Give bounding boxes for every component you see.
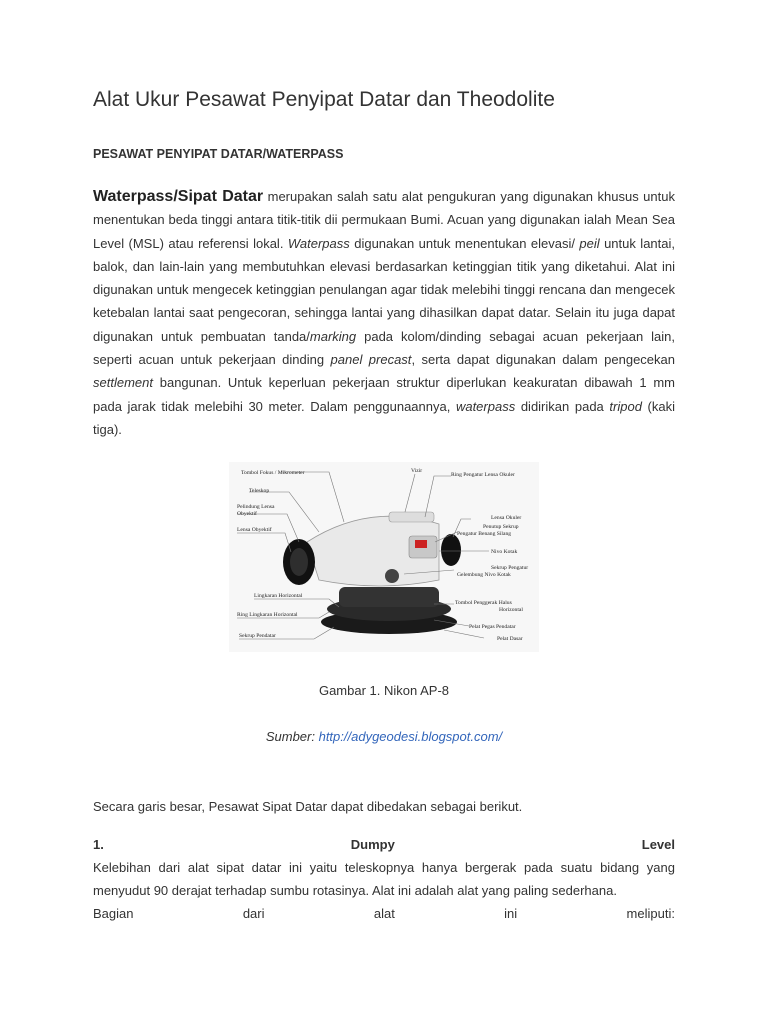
eyepiece-lens bbox=[441, 534, 461, 566]
label-reticle-cover: Penutup Sekrup bbox=[483, 524, 519, 530]
label-reticle-cover-2: Pengatur Benang Silang bbox=[457, 531, 512, 537]
list-item-name-1: Dumpy bbox=[350, 837, 395, 852]
label-focus-knob: Tombol Fokus / Mikrometer bbox=[241, 470, 305, 476]
figure-source: Sumber: http://adygeodesi.blogspot.com/ bbox=[265, 729, 503, 744]
item-description-last-line: Bagian dari alat ini meliputi: bbox=[93, 906, 675, 921]
label-eyepiece: Lensa Okuler bbox=[491, 515, 522, 521]
page-title: Alat Ukur Pesawat Penyipat Datar dan Theodolite bbox=[93, 88, 555, 111]
label-base-plate: Pelat Dasar bbox=[497, 636, 523, 642]
label-horizontal-circle-ring: Ring Lingkaran Horizontal bbox=[237, 612, 298, 618]
label-bubble-screw-2: Gelembung Nivo Kotak bbox=[457, 572, 511, 578]
label-horizontal-circle: Lingkaran Horizontal bbox=[254, 593, 303, 599]
intro-paragraph: Waterpass/Sipat Datar merupakan salah satu alat pengukuran yang digunakan khusus untuk menentukan beda tinggi antara titik-titik dii permukaan Bumi. Acuan yang digunakan ialah Mean Sea Level (MSL) atau referensi lokal. Waterpass digunakan untuk menentukan elevasi/ peil untuk lantai, balok, dan lain-lain yang membutuhkan elevasi berdasarkan ketinggian titik yang diketahui. Alat ini digunakan untuk mengecek ketinggian penulangan agar tidak melebihi tinggi rencana dan mengecek ketebalan lantai saat pengecoran, sehingga lantai yang dihasilkan dapat datar. Selain itu juga dapat digunakan untuk pembuatan tanda/marking pada kolom/dinding sebagai acuan pekerjaan lain, seperti acuan untuk pekerjaan dinding panel precast, serta dapat digunakan dalam pengecekan settlement bangunan. Untuk keperluan pekerjaan struktur diperlukan keakuratan dibawah 1 mm pada jarak tidak melebihi 30 meter. Dalam penggunaannya, waterpass didirikan pada tripod (kaki tiga). bbox=[93, 188, 676, 437]
list-item-heading bbox=[93, 837, 675, 852]
instrument-figure bbox=[229, 462, 539, 652]
label-objective-lens: Lensa Obyektif bbox=[237, 527, 272, 533]
label-leveling-screw: Sekrup Pendatar bbox=[239, 633, 276, 639]
lead-term: Waterpass/Sipat Datar bbox=[93, 188, 264, 205]
label-sight: Vizir bbox=[411, 468, 423, 474]
list-item-number: 1. bbox=[93, 837, 104, 852]
item-description: Kelebihan dari alat sipat datar ini yaitu teleskopnya hanya bergerak pada suatu bidang yang menyudut 90 derajat terhadap sumbu rotasinya. Alat ini adalah alat yang paling sederhana. bbox=[93, 860, 675, 899]
list-item-name-2: Level bbox=[641, 837, 675, 852]
figure-caption: Gambar 1. Nikon AP-8 bbox=[318, 683, 450, 698]
label-fine-motion-2: Horizontal bbox=[499, 607, 523, 613]
label-lens-guard-2: Obyektif bbox=[237, 511, 257, 517]
label-bubble-screw: Sekrup Pengatur bbox=[491, 565, 529, 571]
label-telescope: Teleskop bbox=[249, 488, 270, 494]
label-fine-motion: Tombol Penggerak Halus bbox=[455, 600, 512, 606]
summary-paragraph: Secara garis besar, Pesawat Sipat Datar dapat dibedakan sebagai berikut. bbox=[93, 799, 523, 814]
label-lens-guard: Pelindung Lensa bbox=[237, 504, 275, 510]
section-heading: PESAWAT PENYIPAT DATAR/WATERPASS bbox=[93, 147, 344, 161]
label-spring-plate: Pelat Pegas Pendatar bbox=[469, 624, 516, 630]
source-link[interactable]: http://adygeodesi.blogspot.com/ bbox=[318, 729, 503, 744]
label-circular-level: Nivo Kotak bbox=[491, 549, 518, 555]
label-eyepiece-ring: Ring Pengatur Lensa Okuler bbox=[451, 472, 515, 478]
